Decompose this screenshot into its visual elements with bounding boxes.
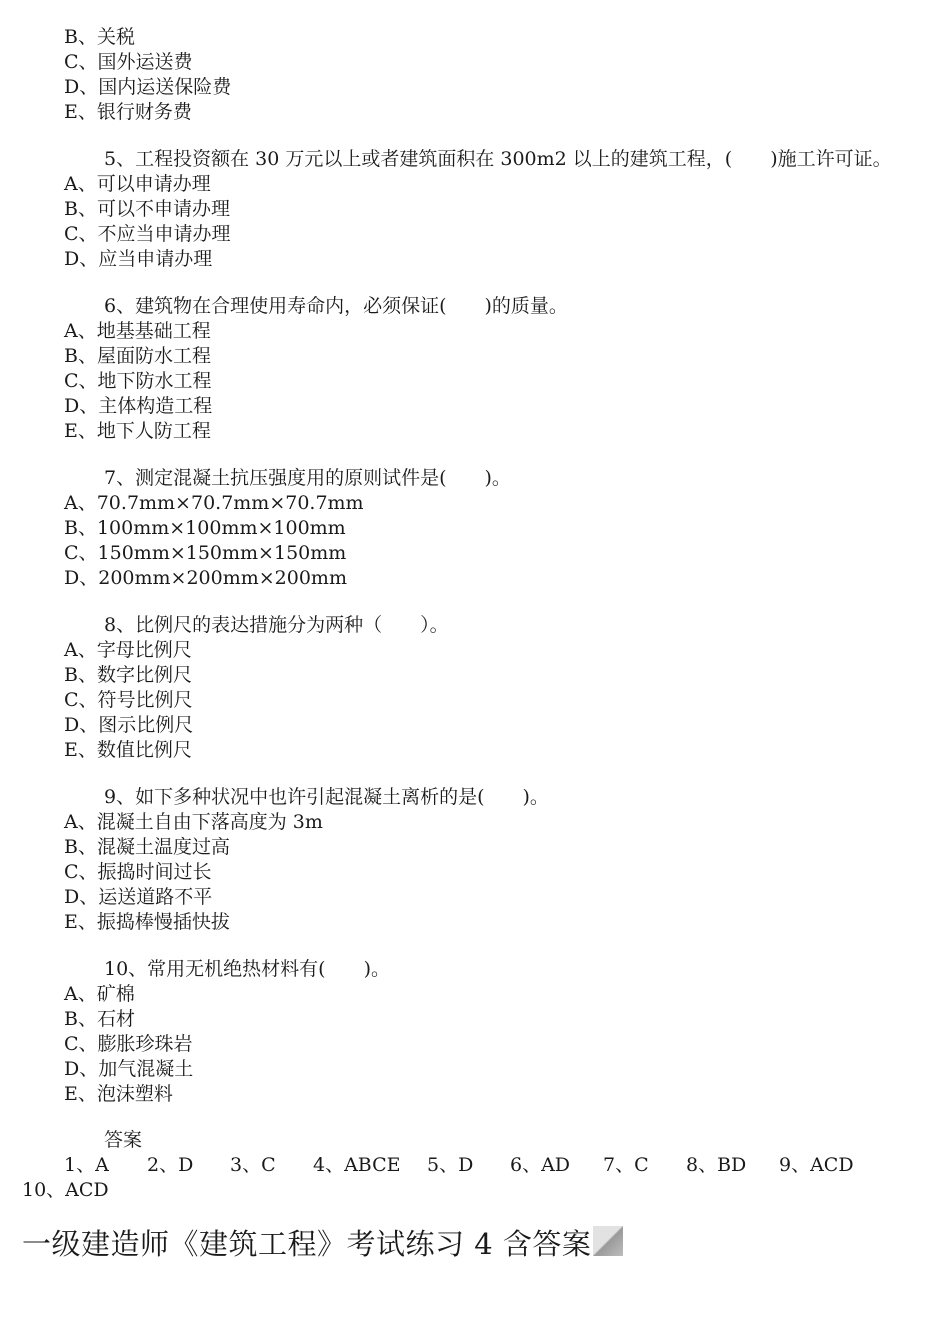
answer-key	[0, 1153, 950, 1178]
answer-item: 5、D	[427, 1154, 474, 1176]
option-item: B、100mm×100mm×100mm	[64, 517, 346, 539]
option-item: D、运送道路不平	[64, 886, 213, 908]
answer-item: 6、AD	[510, 1154, 571, 1176]
answer-item: 9、ACD	[779, 1154, 854, 1176]
option-item: C、地下防水工程	[64, 370, 212, 392]
option-item: D、200mm×200mm×200mm	[64, 567, 347, 589]
option-item: B、关税	[64, 26, 135, 48]
option-item: A、矿棉	[64, 983, 135, 1005]
answer-item: 7、C	[603, 1154, 649, 1176]
document-title	[22, 1225, 623, 1263]
option-item: B、可以不申请办理	[64, 198, 230, 220]
option-item: E、银行财务费	[64, 101, 192, 123]
question-stem: 5、工程投资额在 30 万元以上或者建筑面积在 300m2 以上的建筑工程，( )施工许可证。	[104, 148, 892, 170]
option-item: A、地基基础工程	[64, 320, 211, 342]
option-item: E、地下人防工程	[64, 420, 211, 442]
answer-item: 3、C	[230, 1154, 276, 1176]
option-item: C、国外运送费	[64, 51, 193, 73]
option-item: C、150mm×150mm×150mm	[64, 542, 347, 564]
option-item: B、石材	[64, 1008, 135, 1030]
option-item: B、屋面防水工程	[64, 345, 211, 367]
option-item: E、振捣棒慢插快拔	[64, 911, 230, 933]
option-item: D、应当申请办理	[64, 248, 213, 270]
option-item: D、国内运送保险费	[64, 76, 232, 98]
answer-item: 10、ACD	[22, 1179, 109, 1201]
option-item: E、泡沫塑料	[64, 1083, 173, 1105]
question-stem: 6、建筑物在合理使用寿命内，必须保证( )的质量。	[104, 295, 568, 317]
option-item: D、加气混凝土	[64, 1058, 194, 1080]
question-stem: 8、比例尺的表达措施分为两种（ ）。	[104, 614, 449, 636]
answer-item: 1、A	[64, 1154, 109, 1176]
option-item: E、数值比例尺	[64, 739, 192, 761]
option-item: C、不应当申请办理	[64, 223, 231, 245]
answer-item: 8、BD	[686, 1154, 747, 1176]
option-item: A、混凝土自由下落高度为 3m	[64, 811, 323, 833]
question-stem: 10、常用无机绝热材料有( )。	[104, 958, 391, 980]
option-item: A、字母比例尺	[64, 639, 192, 661]
page-corner-icon	[593, 1226, 623, 1256]
option-item: C、振捣时间过长	[64, 861, 212, 883]
answer-item: 2、D	[147, 1154, 194, 1176]
question-stem: 9、如下多种状况中也许引起混凝土离析的是( )。	[104, 786, 549, 808]
option-item: B、混凝土温度过高	[64, 836, 230, 858]
question-stem: 7、测定混凝土抗压强度用的原则试件是( )。	[104, 467, 511, 489]
option-item: C、膨胀珍珠岩	[64, 1033, 193, 1055]
answer-item: 4、ABCE	[313, 1154, 401, 1176]
option-item: B、数字比例尺	[64, 664, 192, 686]
document-title-text: 一级建造师《建筑工程》考试练习 4 含答案	[22, 1227, 592, 1261]
answer-heading: 答案	[104, 1129, 143, 1151]
option-item: A、可以申请办理	[64, 173, 211, 195]
option-item: A、70.7mm×70.7mm×70.7mm	[64, 492, 364, 514]
option-item: C、符号比例尺	[64, 689, 193, 711]
option-item: D、图示比例尺	[64, 714, 194, 736]
option-item: D、主体构造工程	[64, 395, 213, 417]
